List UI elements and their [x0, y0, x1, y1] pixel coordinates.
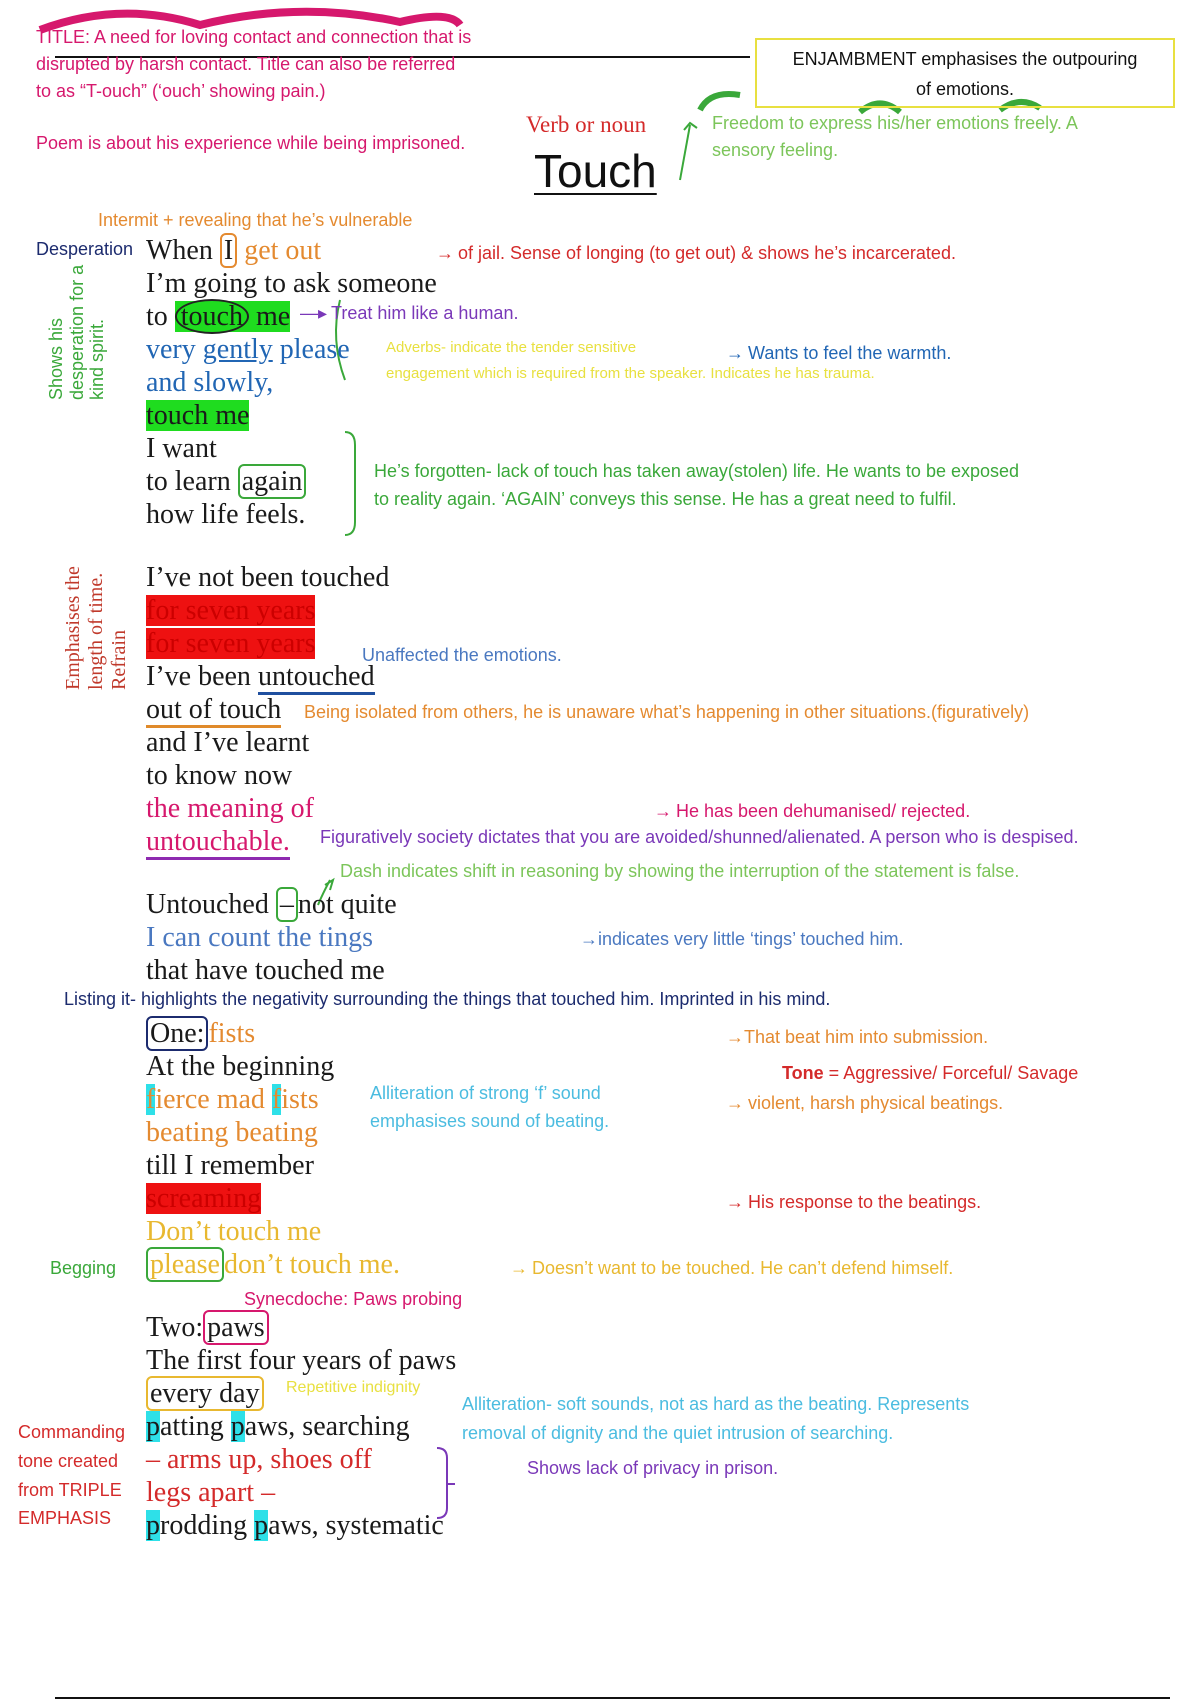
arrow-right-icon: →	[510, 1258, 528, 1278]
poem-line-29: please don’t touch me.	[146, 1248, 400, 1281]
arrow-right-icon: →	[654, 801, 672, 821]
arrow-right-icon: —▸	[300, 303, 328, 323]
poem-line-22: One: fists	[146, 1017, 255, 1050]
poem-line-30: Two: paws	[146, 1311, 269, 1344]
dash-note: Dash indicates shift in reasoning by showing the interruption of the statement is false.	[340, 861, 1020, 881]
tone-note: Tone = Aggressive/ Forceful/ Savage	[782, 1063, 1079, 1083]
poem-line-9: how life feels.	[146, 499, 306, 530]
poem-line-19: Untouched – not quite	[146, 889, 397, 920]
poem-line-14: out of touch	[146, 693, 281, 726]
poem-line-3: to touch me	[146, 301, 291, 332]
synecdoche-note: Synecdoche: Paws probing	[244, 1289, 463, 1309]
alliteration-f-note: Alliteration of strong ‘f’ sound emphasises sound of beating.	[370, 1083, 610, 1131]
poem-line-10: I’ve not been touched	[146, 562, 390, 593]
listing-note: Listing it- highlights the negativity surrounding the things that touched him. Imprinted in his mind.	[64, 989, 831, 1009]
arrow-right-icon: →	[436, 243, 454, 263]
defend-note: → Doesn’t want to be touched. He can’t defend himself.	[510, 1258, 954, 1278]
poem-line-15: and I’ve learnt	[146, 727, 310, 758]
figurative-note: Figuratively society dictates that you are avoided/shunned/alienated. A person who is despised.	[320, 827, 1079, 847]
commanding-note: Commanding tone created from TRIPLE EMPHASIS	[18, 1422, 126, 1529]
unaffected-note: Unaffected the emotions.	[362, 645, 562, 665]
verb-or-noun-label: Verb or noun	[526, 112, 647, 137]
submission-note: →That beat him into submission.	[726, 1027, 989, 1047]
freedom-note: Freedom to express his/her emotions freely. A sensory feeling.	[712, 113, 1078, 160]
poem-line-7: I want	[146, 433, 217, 464]
poem-line-21: that have touched me	[146, 955, 385, 986]
warmth-note: → Wants to feel the warmth.	[726, 343, 952, 363]
privacy-note: Shows lack of privacy in prison.	[527, 1458, 779, 1478]
poem-line-13: I’ve been untouched	[146, 660, 375, 693]
poem-line-36: prodding paws, systematic	[146, 1510, 444, 1541]
alliteration-soft-note: Alliteration- soft sounds, not as hard as the beating. Represents removal of dignity and the quiet intrusion of searching.	[462, 1394, 970, 1443]
poem-line-34: – arms up, shoes off	[146, 1444, 372, 1475]
poem-line-11: for seven years	[146, 595, 316, 626]
poem-line-17: the meaning of	[146, 793, 314, 824]
tings-note: →indicates very little ‘tings’ touched him.	[580, 929, 904, 949]
intermit-note: Intermit + revealing that he’s vulnerable	[98, 210, 413, 230]
begging-label: Begging	[50, 1258, 117, 1278]
arrow-right-icon: →	[726, 343, 744, 363]
enjambment-note: ENJAMBMENT emphasises the outpouring of emotions.	[755, 38, 1175, 108]
poem-line-32: every day	[146, 1377, 264, 1410]
poem-line-4: very gently please	[146, 334, 350, 365]
time-side-note: Emphasises the length of time. Refrain	[62, 566, 130, 690]
poem-line-20: I can count the tings	[146, 922, 374, 953]
poem-line-24: fierce mad fists	[146, 1084, 319, 1115]
poem-line-6: touch me	[146, 400, 250, 431]
desperation-label: Desperation	[36, 239, 134, 259]
treat-note: —▸ Treat him like a human.	[300, 303, 519, 323]
forgotten-note: He’s forgotten- lack of touch has taken away(stolen) life. He wants to be exposed to reality again. ‘AGAIN’ conveys this sense. He has a great need to fulfil.	[374, 461, 1020, 509]
isolated-note: Being isolated from others, he is unaware what’s happening in other situations.(figuratively)	[304, 702, 1030, 722]
poem-line-18: untouchable.	[146, 825, 290, 858]
poem-line-31: The first four years of paws	[146, 1345, 457, 1376]
poem-line-23: At the beginning	[146, 1051, 335, 1082]
poem-line-33: patting paws, searching	[146, 1411, 410, 1442]
jail-note: → of jail. Sense of longing (to get out) & shows he’s incarcerated.	[436, 243, 956, 263]
response-note: → His response to the beatings.	[726, 1192, 982, 1212]
poem-line-8: to learn again	[146, 465, 306, 498]
poem-line-35: legs apart –	[146, 1477, 276, 1508]
adverbs-note: Adverbs- indicate the tender sensitive engagement which is required from the speaker. Indicates he has trauma.	[386, 339, 875, 382]
prison-note: Poem is about his experience while being imprisoned.	[36, 133, 466, 153]
poem-line-5: and slowly,	[146, 367, 274, 398]
poem-line-27: screaming	[146, 1183, 262, 1214]
desperation-side-note: Shows his desperation for a kind spirit.	[46, 264, 108, 400]
dehumanised-note: → He has been dehumanised/ rejected.	[654, 801, 971, 821]
arrow-right-icon: →	[726, 1192, 744, 1212]
poem-line-26: till I remember	[146, 1150, 314, 1181]
poem-line-28: Don’t touch me	[146, 1216, 322, 1247]
poem-line-2: I’m going to ask someone	[146, 268, 437, 299]
repetitive-note: Repetitive indignity	[286, 1379, 421, 1396]
poem-line-16: to know now	[146, 760, 293, 791]
arrow-right-icon: →	[726, 1093, 744, 1113]
arrow-right-icon: →	[580, 929, 598, 949]
arrow-right-icon: →	[726, 1027, 744, 1047]
title-note: TITLE: A need for loving contact and connection that is disrupted by harsh contact. Title can also be referred to as “T-ouch” (‘ouch’ showing pain.)	[36, 27, 472, 101]
poem-line-1: When I get out	[146, 235, 322, 266]
poem-title: Touch	[534, 145, 657, 197]
poem-line-12: for seven years	[146, 628, 316, 659]
poem-line-25: beating beating	[146, 1117, 318, 1148]
violent-note: → violent, harsh physical beatings.	[726, 1093, 1004, 1113]
